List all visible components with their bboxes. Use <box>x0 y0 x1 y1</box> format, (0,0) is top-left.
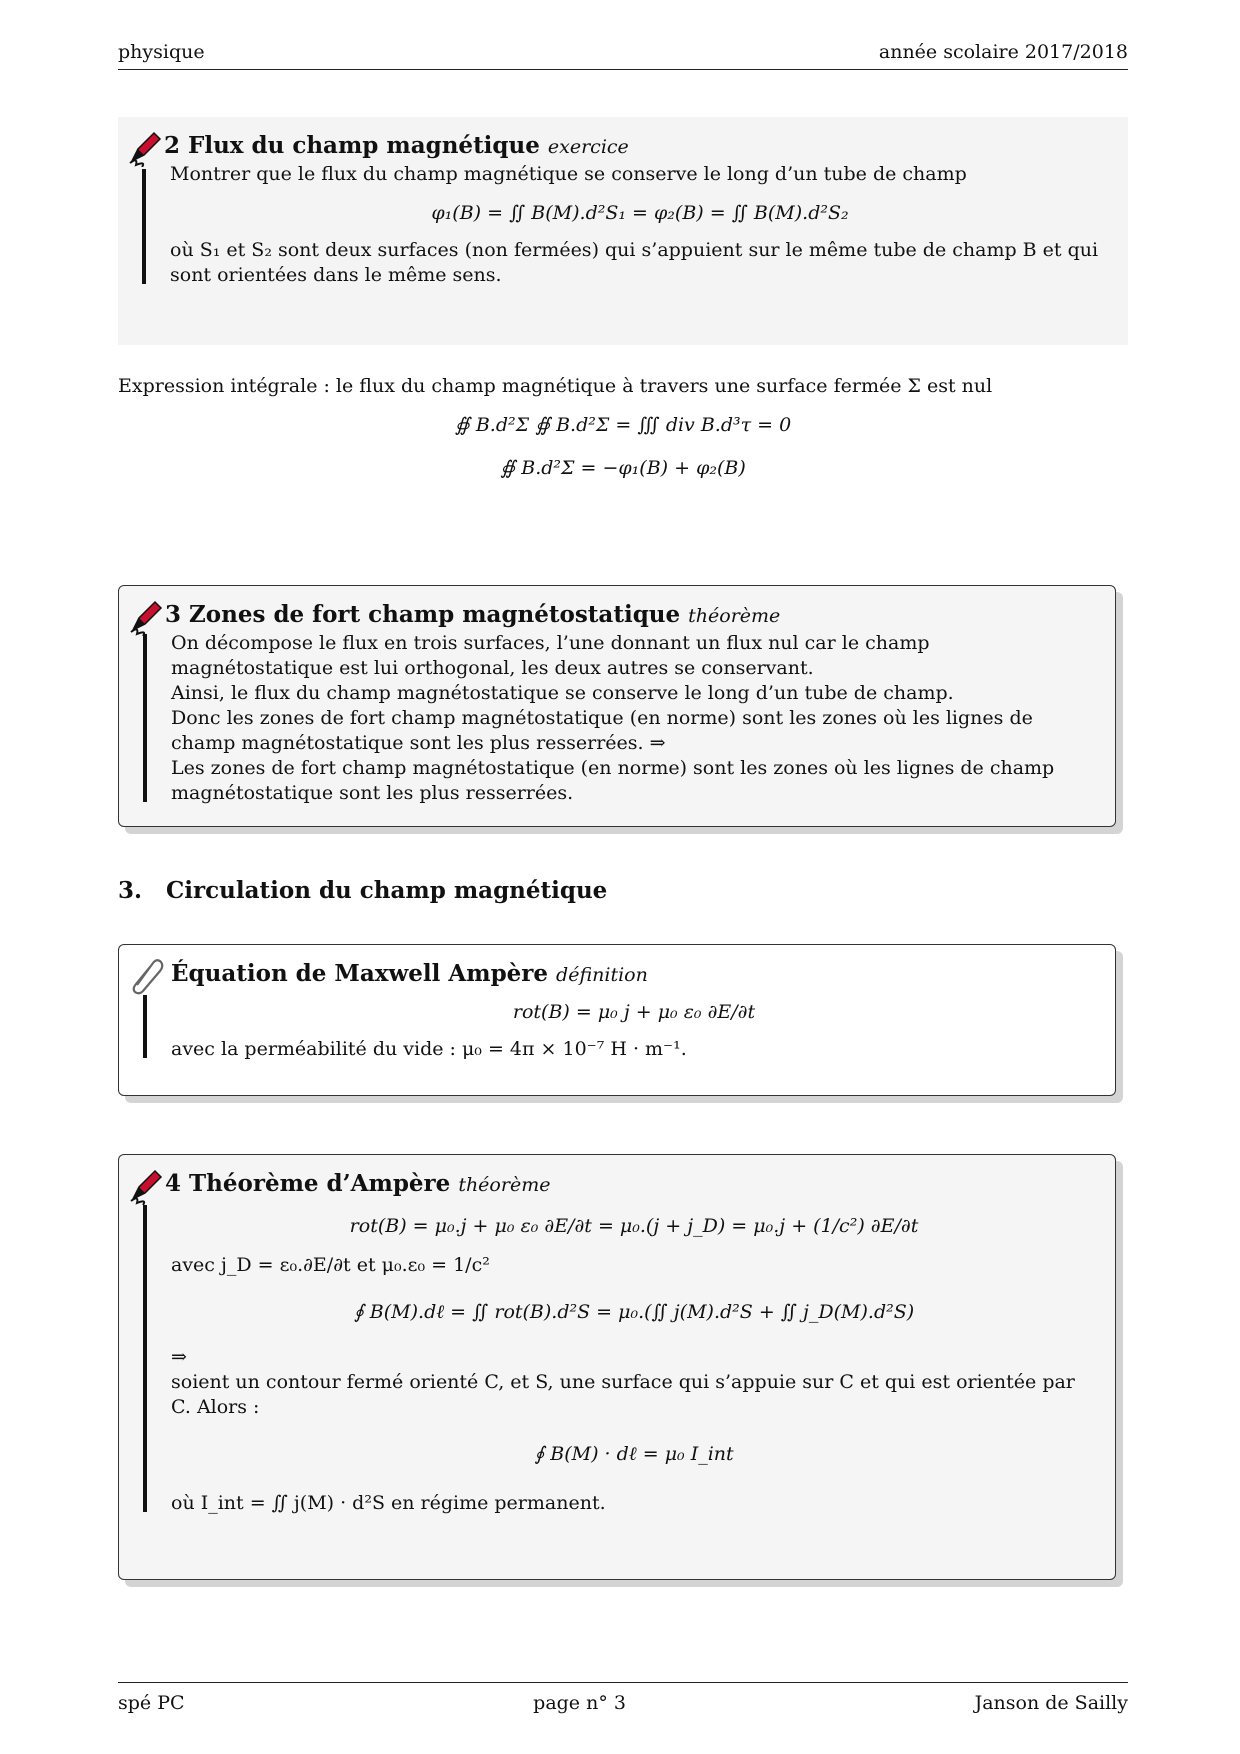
section-number: 3. <box>118 877 143 904</box>
zones-line-4: Les zones de fort champ magnétostatique (en norme) sont les zones où les lignes de champ magnétostatique sont les plus resserrées. <box>171 757 1055 804</box>
exercise-statement: Montrer que le flux du champ magnétique se conserve le long d’un tube de champ <box>170 163 967 185</box>
zones-line-1: On décompose le flux en trois surfaces, l’une donnant un flux nul car le champ magnétostatique est lui orthogonal, les deux autres se conservant. <box>171 632 930 679</box>
integral-equation-2: ∯ B.d²Σ = −φ₁(B) + φ₂(B) <box>500 457 746 479</box>
header-year: année scolaire 2017/2018 <box>878 41 1128 63</box>
exercise-box-flux <box>118 117 1128 345</box>
box-kind: exercice <box>547 136 629 158</box>
current-definition: où I_int = ∬ j(M) · d²S en régime permanent. <box>171 1492 606 1514</box>
box-kind: théorème <box>458 1174 551 1196</box>
section-heading: Circulation du champ magnétique <box>166 877 608 904</box>
ampere-theorem-equation: ∮ B(M) · dℓ = μ₀ I_int <box>534 1443 734 1465</box>
box-kind: théorème <box>688 605 781 627</box>
section-title <box>118 878 607 903</box>
footer-page-number: page n° 3 <box>533 1692 626 1714</box>
permeability-note: avec la perméabilité du vide : μ₀ = 4π × 10⁻⁷ H · m⁻¹. <box>171 1038 687 1060</box>
ampere-local-equation: rot(B) = μ₀.j + μ₀ ε₀ ∂E/∂t = μ₀.(j + j_D) = μ₀.j + (1/c²) ∂E/∂t <box>349 1215 919 1237</box>
box-title: 2 Flux du champ magnétique exercice <box>164 132 629 159</box>
flux-conservation-equation: φ₁(B) = ∬ B(M).d²S₁ = φ₂(B) = ∬ B(M).d²S₂ <box>431 202 849 224</box>
theorem-box-ampere <box>118 1154 1116 1580</box>
box-title: Équation de Maxwell Ampère définition <box>171 960 648 987</box>
contour-statement: soient un contour fermé orienté C, et S, une surface qui s’appuie sur C et qui est orientée par C. Alors : <box>171 1371 1075 1418</box>
theorem-box-zones <box>118 585 1116 827</box>
footer-class: spé PC <box>118 1692 185 1714</box>
integral-equation-1: ∯ B.d²Σ ∯ B.d²Σ = ∭ div B.d³τ = 0 <box>454 414 792 436</box>
box-kind: définition <box>556 964 648 986</box>
integral-expression <box>118 374 1128 489</box>
ampere-integral-equation: ∮ B(M).dℓ = ∬ rot(B).d²S = μ₀.(∬ j(M).d²S + ∬ j_D(M).d²S) <box>353 1301 915 1323</box>
footer-school: Janson de Sailly <box>974 1692 1128 1714</box>
page-footer <box>118 1682 1128 1716</box>
header-subject: physique <box>118 41 205 63</box>
integral-text: Expression intégrale : le flux du champ magnétique à travers une surface fermée Σ est nul <box>118 375 993 397</box>
implication-arrow: ⇒ <box>171 1346 187 1368</box>
definition-box-maxwell <box>118 944 1116 1096</box>
page-header <box>118 40 1128 70</box>
displacement-current-note: avec j_D = ε₀.∂E/∂t et μ₀.ε₀ = 1/c² <box>171 1254 490 1276</box>
zones-line-2: Ainsi, le flux du champ magnétostatique se conserve le long d’un tube de champ. <box>171 682 954 704</box>
maxwell-ampere-equation: rot(B) = μ₀ j + μ₀ ε₀ ∂E/∂t <box>512 1001 756 1023</box>
box-title: 3 Zones de fort champ magnétostatique théorème <box>165 601 781 628</box>
zones-line-3: Donc les zones de fort champ magnétostatique (en norme) sont les zones où les lignes de champ magnétostatique sont les plus resserrées. ⇒ <box>171 707 1033 754</box>
exercise-note: où S₁ et S₂ sont deux surfaces (non fermées) qui s’appuient sur le même tube de champ B et qui sont orientées dans le même sens. <box>170 239 1099 286</box>
box-title: 4 Théorème d’Ampère théorème <box>165 1170 551 1197</box>
